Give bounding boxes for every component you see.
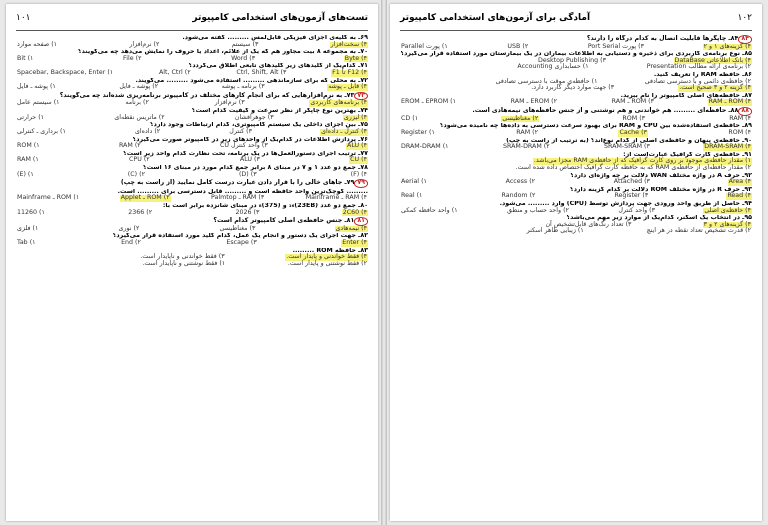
question-item	[16, 151, 368, 164]
question-item	[400, 201, 752, 214]
answer-option	[469, 58, 471, 65]
answer-option: ۱) فلزی	[17, 224, 39, 232]
answer-option	[400, 222, 402, 229]
answer-option: ۱) پورت Parallel	[401, 42, 448, 50]
question-text: ۹۰ـ حافظه‌ی پنهان و حافظه‌ی اصلی از کدام نوع‌اند؟ (به ترتیب از راست به چپ)	[506, 137, 752, 144]
answer-option: ۲) نوری	[118, 224, 140, 232]
answer-options	[16, 226, 368, 233]
page-header	[400, 10, 752, 31]
answer-option: ۲) 2366	[128, 208, 153, 216]
answer-option: ۴) CU	[350, 156, 367, 164]
left-page	[6, 4, 378, 521]
answer-option: ۳) Ctrl, Shift, Alt	[236, 69, 287, 77]
answer-option	[400, 64, 402, 71]
question-text: ......... کوچک‌ترین واحد حافظه است و ......... قابل دسترسی برای ......... است.	[117, 188, 368, 195]
answer-option	[79, 261, 81, 268]
question-text: ۷۶ـ پردازش اطلاعات در کدام‌یک از واحدهای زیر در کامپیوتر صورت می‌گیرد؟	[132, 136, 368, 143]
question-text: ۸۰ـ جمع دو عدد (23EB)₁₆ و (375)₈ در مبنای شانزده برابر است با:	[162, 203, 368, 210]
answer-option: ۴) نیمه‌هادی	[335, 224, 367, 232]
answer-option	[400, 165, 402, 172]
answer-option: ۴) لیزری	[343, 113, 367, 121]
answer-option: ۲) End	[121, 239, 141, 247]
answer-options	[16, 84, 368, 91]
answer-option: ۱) EPROM ـ EROM	[401, 98, 457, 106]
answer-options	[16, 56, 368, 63]
answer-option	[400, 158, 402, 165]
answer-options	[400, 85, 752, 92]
question-text: ۹۵ـ در انتخاب یک اسکنر، کدام‌یک از موارد زیر مهم می‌باشد؟	[566, 215, 752, 222]
answer-option	[400, 228, 402, 235]
question-text: ۸۳ـ حافظه ROM .........	[292, 247, 368, 254]
answer-options	[400, 208, 752, 215]
answer-option: ۴) گزینه ۲ و ۳ صحیح است.	[679, 84, 751, 92]
question-item	[400, 228, 752, 235]
question-item	[400, 85, 752, 92]
answer-option: ۲) EROM ـ RAM	[510, 98, 557, 106]
answer-option: ۳) نرم‌افزار	[214, 99, 245, 107]
answer-option: ۳) Escape	[226, 239, 257, 247]
answer-options	[16, 115, 368, 122]
answer-option: ۲) ماتریس نقطه‌ای	[114, 113, 165, 121]
answer-option: ۱) حرارتی	[17, 113, 45, 121]
answer-option: ۱) حافظه‌ی موقت با دسترسی تصادفی	[495, 77, 598, 85]
question-text: ۹۳ـ حرف R در واژه مختلف ROM دلالت بر کدام گزینه دارد؟	[570, 186, 752, 193]
question-item	[400, 35, 752, 50]
question-item	[16, 137, 368, 150]
answer-option: ۳) Cache	[619, 128, 647, 136]
question-item	[16, 165, 368, 178]
question-text: ۷۳۷۳ـ به نرم‌افزارهایی که برای انجام کارهای مختلف در کامپیوتر برنامه‌ریزی شده‌اند چه می‌گویند؟	[16, 92, 368, 101]
answer-option: ۲) Random	[501, 192, 536, 200]
answer-option: ۳) واحد کنترل CU	[219, 142, 268, 150]
answer-option: ۳) ROM	[622, 114, 646, 122]
answer-option: ۴) گزینه‌های ۲ و ۳	[703, 220, 751, 228]
answer-option: ۴) کنترل ـ داده‌ای	[321, 127, 367, 135]
answer-option: ۳) SRAM-SRAM	[604, 143, 650, 151]
question-item	[400, 123, 752, 136]
answer-option: ۱) Spacebar, Backspace, Enter	[17, 69, 114, 77]
answer-option: ۴) گزینه‌های ۱ و ۲	[703, 42, 751, 50]
question-text: ۹۲ـ حرف A در واژه مختلف WAN دلالت بر چه واژه‌ای دارد؟	[570, 172, 752, 179]
question-text: ۸۵ـ نوع برنامه‌ی کاربردی برای ذخیره و دستیابی به اطلاعات بیماران در یک بیمارستان مورد استفاده قرار می‌گیرد؟	[400, 51, 752, 58]
answer-option: ۴) قابل ـ پوشه	[328, 83, 367, 91]
answer-option: ۱) ROM ـ Mainframe	[17, 194, 80, 202]
question-text: ۸۸۸۸ـ حافظه‌ای ......... هم خواندنی و هم نوشتنی و از جنس حافظه‌های نیمه‌هادی است.	[400, 107, 752, 116]
answer-option: ۱) مقدار حافظه‌ی موجود بر روی کارت گرافیک که از حافظه‌ی RAM مجزا می‌باشد.	[533, 157, 751, 165]
answer-option: ۳) سیستم	[231, 40, 259, 48]
answer-option: ۴) Byte	[344, 54, 367, 62]
answer-option: ۱) RAM	[17, 156, 39, 164]
answer-option: ۲) نرم‌افزار	[129, 40, 160, 48]
answer-option: ۳) واحد کنترل	[618, 206, 656, 214]
answer-option: ۴) ALU	[347, 142, 367, 150]
answer-option: ۴) RAM	[729, 114, 751, 122]
question-text: ۸۴۸۴ـ چاپگرها قابلیت اتصال به کدام درگاه را دارند؟	[400, 35, 752, 44]
answer-option: ۱) DRAM-DRAM	[401, 143, 449, 151]
answer-option: ۱) CD	[401, 114, 419, 122]
answer-option: ۱) فقط نوشتنی و ناپایدار است.	[142, 259, 226, 267]
book-gutter	[381, 0, 387, 525]
answer-options	[400, 130, 752, 137]
answer-option: ۴) بانک اطلاعاتی DataBase	[674, 56, 751, 64]
answer-option: ۴) DRAM-SRAM	[704, 143, 751, 151]
answer-option: ۲) Alt, Ctrl	[159, 69, 191, 77]
answer-option	[476, 165, 478, 172]
question-item	[16, 261, 368, 268]
answer-option: ۳) 2026	[235, 208, 260, 216]
circled-question-number: ۷۹	[354, 179, 368, 188]
question-item	[400, 173, 752, 186]
answer-option: ۳) (D)	[238, 170, 257, 178]
answer-options	[400, 99, 752, 106]
answer-option: ۲) پوشه ـ فایل	[119, 83, 159, 91]
answer-option: ۱) Register	[401, 128, 435, 136]
question-text: ۸۷ـ حافظه‌های اصلی کامپیوتر را نام ببرید.	[620, 92, 752, 99]
answer-option	[463, 228, 465, 235]
question-text: ۷۱ـ کدام‌یک از کلیدهای زیر کلیدهای تابعی اطلاق می‌گردد؟	[188, 63, 368, 70]
answer-option	[400, 85, 402, 92]
answer-option: ۲) داده‌ای	[135, 127, 161, 135]
answer-options	[400, 193, 752, 200]
answer-option: ۱) سیستم عامل	[17, 99, 60, 107]
answer-options	[16, 172, 368, 179]
question-item	[16, 63, 368, 76]
question-text: ۸۹ـ حافظه‌ی استفاده‌شده بین CPU و RAM برای بهبود سرعت دسترسی به داده‌ها چه نامیده می‌شود؟	[439, 123, 752, 130]
answer-options	[400, 64, 752, 71]
answer-option: ۴) سخت‌افزار	[330, 40, 367, 48]
answer-options	[400, 179, 752, 186]
answer-options	[400, 144, 752, 151]
page-number: ۱۰۲	[737, 13, 752, 23]
question-text: ۷۵ـ بین اجزای داخلی یک سیستم کامپیوتری، کدام ارتباطات وجود دارد؟	[149, 122, 368, 129]
question-item	[400, 152, 752, 165]
answer-options	[16, 100, 368, 107]
answer-options	[400, 228, 752, 235]
answer-option: ۳) ALU	[239, 156, 260, 164]
answer-option	[16, 254, 18, 261]
question-item	[16, 122, 368, 135]
circled-question-number: ۸۱	[354, 217, 368, 226]
page-body	[390, 35, 762, 235]
circled-question-number: ۸۸	[738, 107, 752, 116]
question-text: ۶۹ـ به کلیه‌ی اجزای فیزیکی قابل‌لمس ......... گفته می‌شود.	[182, 35, 368, 41]
answer-option: ۳) جوهرافشان	[234, 113, 274, 121]
question-item	[16, 189, 368, 202]
page-number: ۱۰۱	[16, 13, 31, 23]
answer-option	[400, 58, 402, 65]
answer-option: ۱) واحد حافظه کمکی	[401, 206, 458, 214]
answer-option: ۳) Attached	[613, 178, 650, 186]
circled-question-number: ۸۴	[738, 35, 752, 44]
answer-option: ۱) زیبایی ظاهر اسکنر	[526, 227, 584, 235]
answer-option: ۴) ROM	[728, 128, 751, 136]
answer-option: ۲) برنامه	[125, 99, 149, 107]
answer-option	[447, 79, 449, 86]
answer-option: ۲) (C)	[127, 170, 145, 178]
question-text: ۸۲ـ جهت اجرای یک دستور و انجام یک عمل، کدام کلید مورد استفاده قرار می‌گیرد؟	[112, 233, 368, 240]
answer-option: ۳) کنترل	[229, 127, 252, 135]
question-text: ۸۱۸۱ـ جنس حافظه‌ی اصلی کامپیوتر کدام است؟	[16, 217, 368, 226]
answer-option: ۲) ROM ـ Applet	[120, 194, 170, 202]
answer-options	[16, 195, 368, 202]
circled-question-number: ۷۳	[354, 92, 368, 101]
answer-option: ۱) Real	[401, 192, 423, 200]
right-page	[390, 4, 762, 521]
answer-options	[400, 44, 752, 51]
question-item	[400, 93, 752, 106]
answer-option: ۲) CPU	[129, 156, 150, 164]
answer-option: ۱) حسابداری Accounting	[517, 63, 589, 71]
answer-options	[16, 240, 368, 247]
answer-option: ۴) فقط خواندنی و پایدار است.	[286, 253, 367, 261]
answer-option: ۴) Area	[728, 178, 751, 186]
answer-option: ۴) ROM ـ RAM	[708, 98, 751, 106]
answer-option: ۳) Register	[614, 192, 649, 200]
answer-option: ۴) F12 تا F1	[332, 69, 367, 77]
answer-option: ۲) SRAM-DRAM	[502, 143, 550, 151]
answer-option: ۲) فقط نوشتنی و پایدار است.	[287, 259, 367, 267]
answer-options	[16, 157, 368, 164]
answer-options	[400, 116, 752, 123]
answer-option: ۴) برنامه‌های کاربردی	[310, 99, 367, 107]
question-text: ۷۷ـ ترتیب اجرای دستورالعمل‌ها در یک برنامه، تحت نظارت کدام واحد زیر است؟	[123, 150, 368, 157]
question-item	[400, 165, 752, 172]
question-item	[16, 108, 368, 121]
question-item	[400, 107, 752, 122]
answer-option: ۱) برداری ـ کنترلی	[17, 127, 66, 135]
answer-option: ۳) مغناطیسی	[219, 224, 256, 232]
page-header	[16, 10, 368, 31]
answer-options	[16, 210, 368, 217]
answer-option: ۲) Access	[505, 178, 536, 186]
answer-option	[78, 254, 80, 261]
question-item	[400, 64, 752, 71]
question-item	[16, 217, 368, 232]
answer-options	[16, 70, 368, 77]
answer-options	[16, 129, 368, 136]
answer-option: ۱) Bit	[17, 54, 34, 62]
question-item	[16, 248, 368, 261]
answer-option: ۱) (E)	[17, 170, 34, 178]
question-item	[16, 179, 368, 188]
question-item	[16, 49, 368, 62]
answer-option: ۲) USB	[507, 42, 529, 50]
answer-option: ۳) RAM ـ Palmtop	[211, 194, 265, 202]
answer-option: ۴) Read	[727, 192, 751, 200]
answer-option	[465, 85, 467, 92]
question-text: ۷۴ـ بهترین نوع چاپگر از نظر سرعت و کیفیت کدام است؟	[191, 108, 368, 115]
question-text: ۷۸ـ جمع دو عدد ۱ و ۷ در مبنای ۸ برابر جمع کدام مورد در مبنای ۱۶ است؟	[143, 164, 368, 171]
answer-option: ۲) RAM	[118, 142, 141, 150]
question-text: ۸۶ـ حافظه RAM را تعریف کنید.	[653, 72, 752, 79]
question-item	[16, 92, 368, 107]
answer-option: ۲) RAM	[516, 128, 539, 136]
answer-option: ۱) Tab	[17, 239, 36, 247]
question-item	[16, 78, 368, 91]
answer-option: ۳) تعداد رنگ‌های قابل‌تشخیص آن	[545, 220, 632, 228]
answer-options	[400, 165, 752, 172]
question-item	[16, 203, 368, 216]
question-text: ۷۰ـ به مجموعه ۸ بیت مجاور هم که یک از علائم، اعداد یا حروف را نمایش می‌دهد چه می‌گویند؟	[77, 49, 368, 56]
question-text: ۷۲ـ به محلی که برای سازماندهی ......... استفاده می‌شود ......... می‌گویند.	[135, 77, 368, 84]
answer-option	[458, 64, 460, 71]
answer-option	[16, 261, 18, 268]
page-title: آمادگی برای آزمون‌های استخدامی کامپیوتر	[400, 13, 591, 23]
answer-option: ۲) برنامه‌ی ارائه مطالب Presentation	[646, 63, 751, 71]
answer-option: ۴) 2C60	[342, 208, 367, 216]
page-title: تست‌های آزمون‌های استخدامی کامپیوتر	[192, 13, 368, 23]
answer-option	[489, 158, 491, 165]
answer-option: ۴) (F)	[350, 170, 367, 178]
answer-options	[16, 42, 368, 49]
answer-option: ۳) ROM ـ RAM	[611, 98, 654, 106]
answer-option: ۴) Enter	[342, 239, 367, 247]
answer-option: ۳) Word	[231, 54, 256, 62]
answer-option: ۱) پوشه ـ فایل	[17, 83, 56, 91]
answer-option	[400, 79, 402, 86]
answer-option: ۱) 11260	[17, 208, 45, 216]
answer-option: ۳) Desktop Publishing	[538, 56, 607, 64]
answer-option: ۴) حافظه‌ی اصلی	[704, 206, 751, 214]
answer-option: ۲) مقدار حافظه‌ای از حافظه‌ی RAM که به حافظه کارت گرافیک اختصاص داده شده است.	[515, 163, 751, 171]
answer-option: ۲) واحد حساب و منطق	[506, 206, 569, 214]
answer-option: ۲) File	[123, 54, 142, 62]
answer-options	[16, 261, 368, 268]
answer-option: ۲) حافظه‌ی دائمی و با دسترسی تصادفی	[644, 77, 751, 85]
question-item	[400, 138, 752, 151]
question-text: ۹۱ـ حافظه‌ی کارت گرافیک عبارت‌است از:	[623, 151, 752, 158]
answer-option: ۱) ROM	[17, 142, 40, 150]
question-item	[16, 233, 368, 246]
answer-option: ۲) مغناطیسی	[502, 114, 539, 122]
question-item	[400, 187, 752, 200]
answer-option	[438, 165, 440, 172]
question-item	[16, 35, 368, 48]
answer-option: ۴) RAM ـ Mainframe	[305, 194, 367, 202]
answer-option: ۱) Aerial	[401, 178, 427, 186]
answer-option: ۳) فقط خواندنی و ناپایدار است.	[140, 253, 225, 261]
answer-option	[472, 222, 474, 229]
answer-options	[16, 143, 368, 150]
answer-option: ۳) جهت موارد دیگر کاربرد دارد.	[531, 84, 615, 92]
answer-option	[444, 158, 446, 165]
answer-option: ۳) پورت Port Serial	[587, 42, 644, 50]
answer-option: ۱) صفحه موارد	[17, 40, 58, 48]
question-text: ۹۴ـ حاصل از طریق واحد ورودی جهت پردازش توسط (CPU) وارد ......... می‌شود.	[499, 201, 752, 208]
answer-option: ۲) قدرت تشخیص تعداد نقطه در هر اینچ	[646, 227, 751, 235]
question-text: ۷۹۷۹ـ جاهای خالی را با قرار دادن عبارت درست کامل نمایید (از راست به چپ)	[16, 179, 368, 188]
answer-option: ۳) برنامه ـ پوشه	[221, 83, 265, 91]
page-body	[6, 35, 378, 268]
